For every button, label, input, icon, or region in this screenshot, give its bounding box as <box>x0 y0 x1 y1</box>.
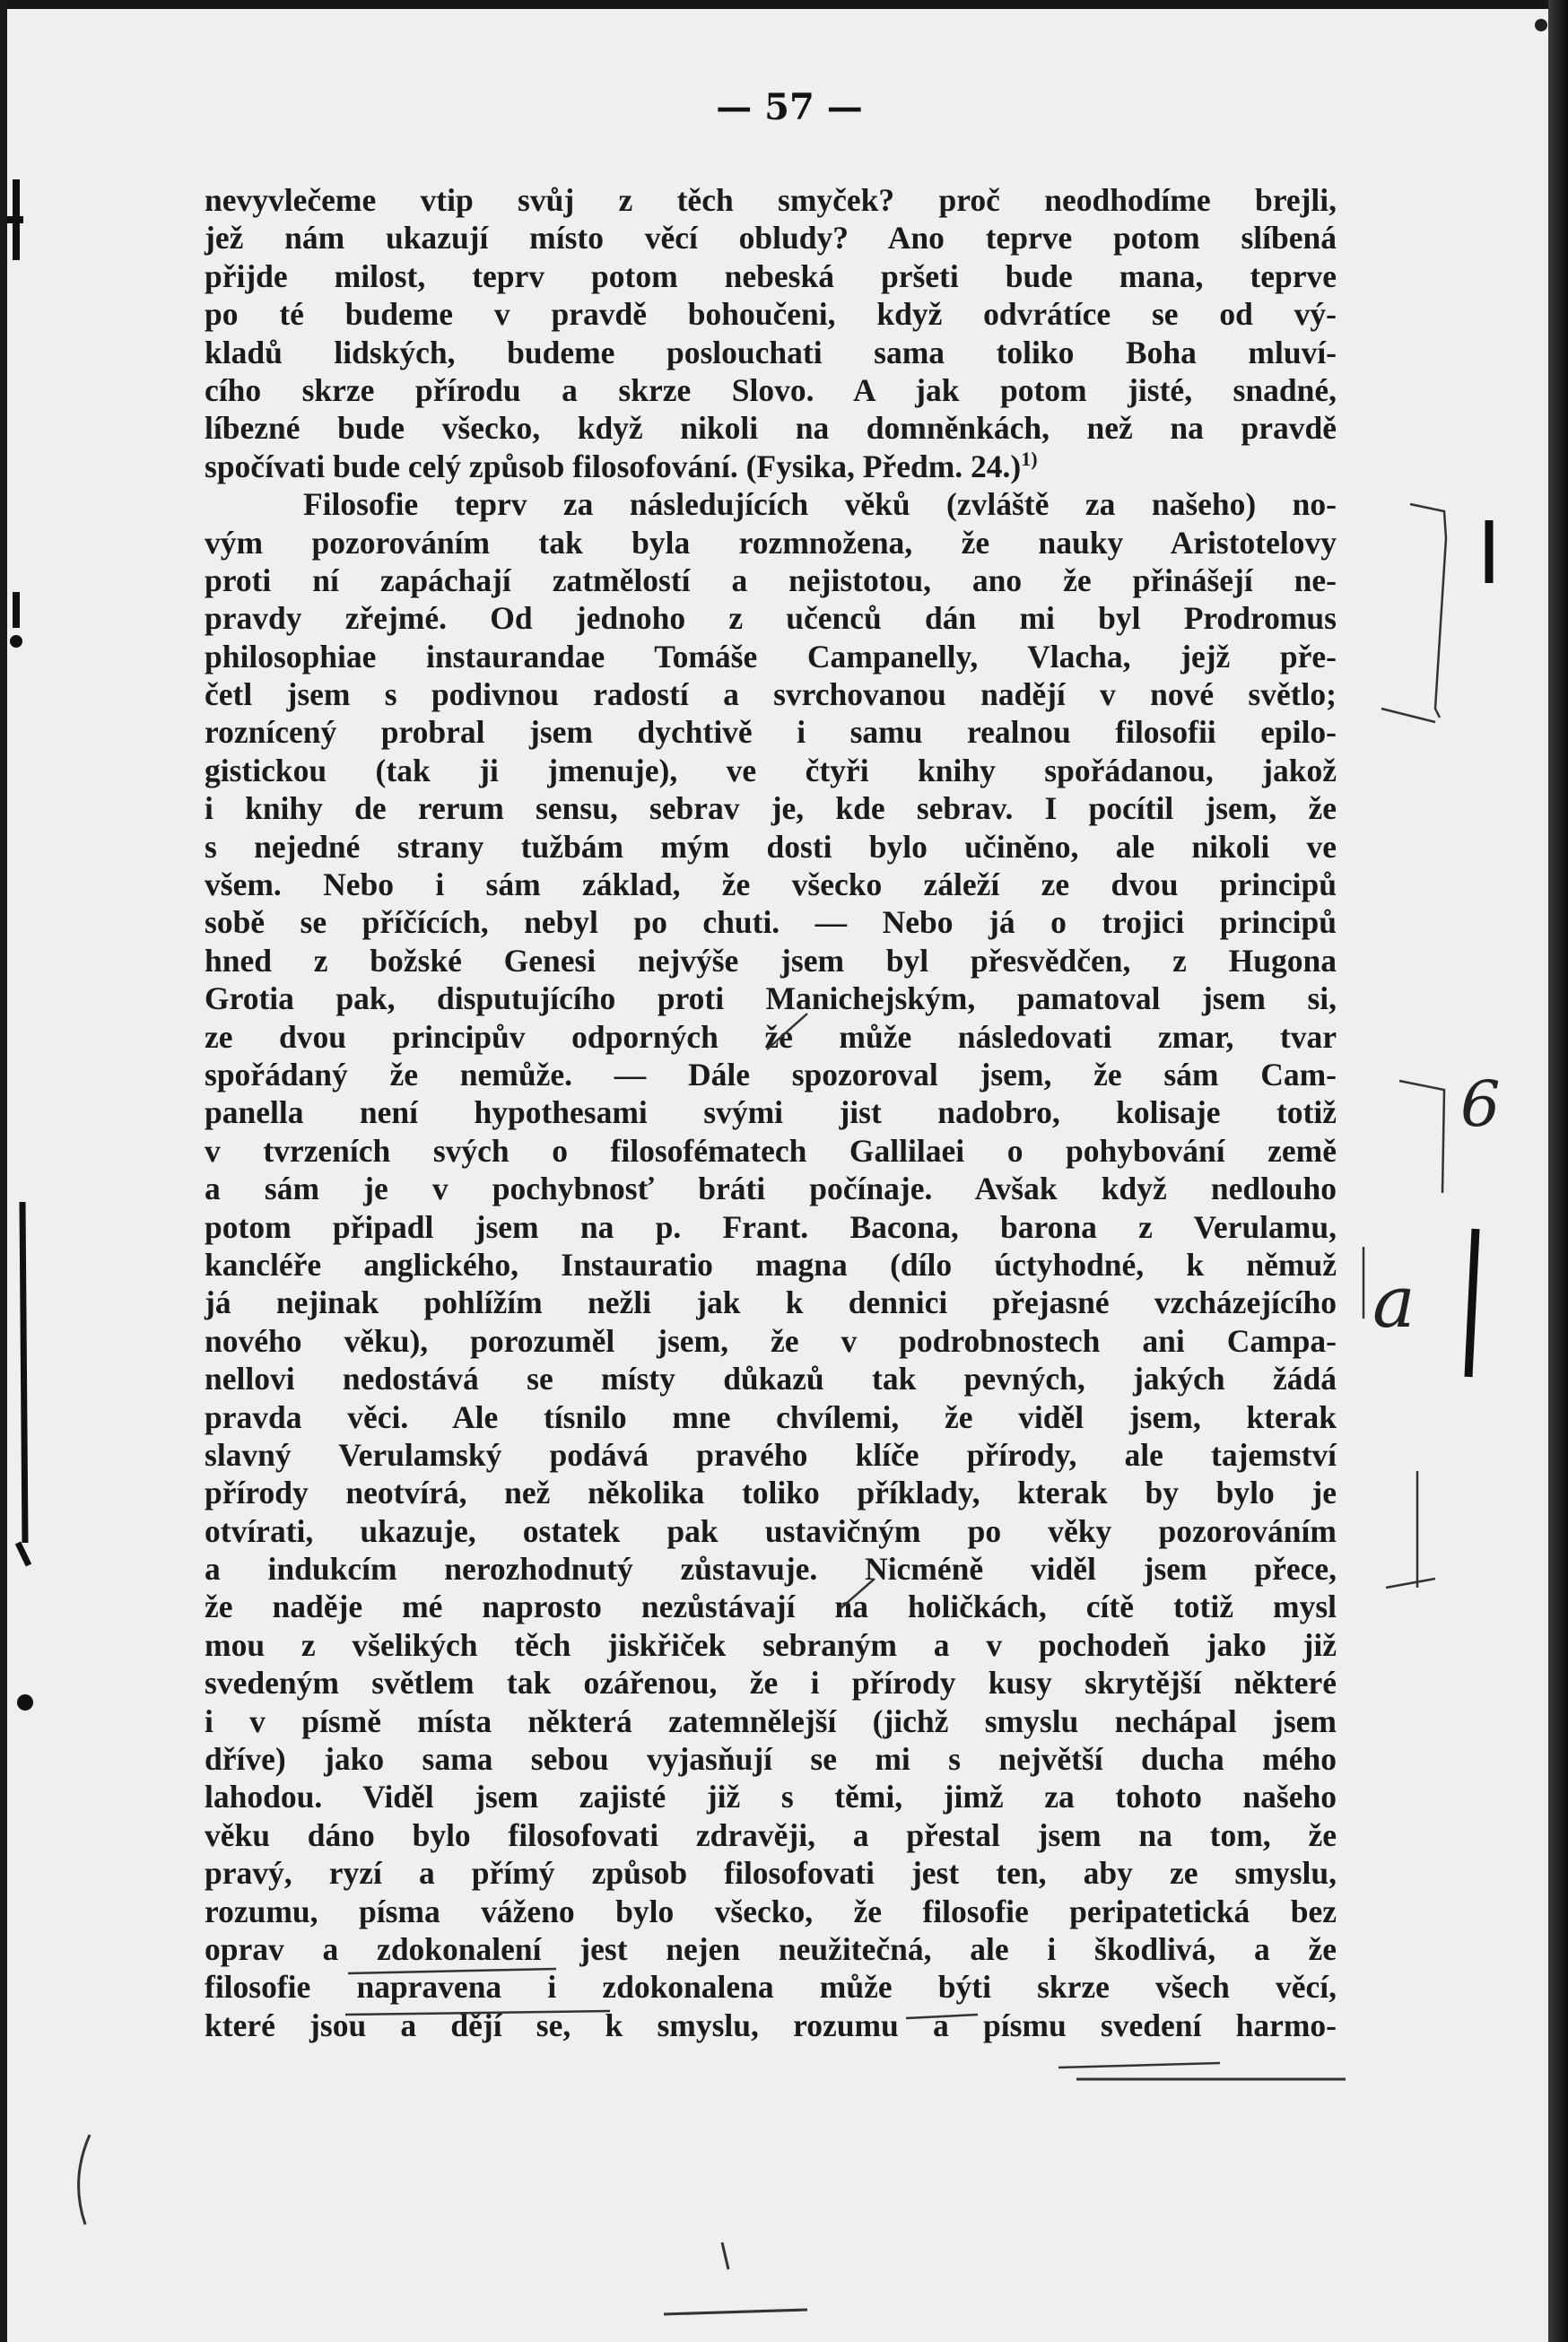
text-line: jež nám ukazují místo věcí obludy? Ano teprve potom slíbená <box>205 220 1337 257</box>
text-line: sobě se příčících, nebyl po chuti. — Nebo já o trojici principů <box>205 904 1337 941</box>
text-line: hned z božské Genesi nejvýše jsem byl přesvědčen, z Hugona <box>205 942 1337 979</box>
text-line: proti ní zapáchají zatmělostí a nejistotou, ano že přinášejí ne- <box>205 562 1337 598</box>
ink-dot-left-2 <box>17 1694 33 1711</box>
bar-right-mid <box>1468 1229 1476 1377</box>
bracket-left-bottom <box>79 2135 90 2224</box>
text-line: mou z všelikých těch jiskřiček sebraným a v pochodeň jako již <box>205 1626 1337 1663</box>
text-line: potom připadl jsem na p. Frant. Bacona, barona z Verulamu, <box>205 1208 1337 1245</box>
body-text <box>205 181 1337 2044</box>
text-line: kancléře anglického, Instauratio magna (dílo úctyhodné, k němuž <box>205 1246 1337 1283</box>
text-line: nellovi nedostává se místy důkazů tak pevných, jakých žádá <box>205 1361 1337 1397</box>
text-line: líbezné bude všecko, když nikoli na domněnkách, než na pravdě <box>205 410 1337 447</box>
text-line: v tvrzeních svých o filosofématech Gallilaei o pohybování země <box>205 1132 1337 1169</box>
text-line-with-footnote <box>205 448 1337 485</box>
text-line: rozumu, písma váženo bylo všecko, že filosofie peripatetická bez <box>205 1893 1337 1929</box>
text-line: svedeným světlem tak ozářenou, že i přírody kusy skrytější některé <box>205 1665 1337 1702</box>
text-line: philosophiae instaurandae Tomáše Campanelly, Vlacha, jejž pře- <box>205 638 1337 675</box>
scan-edge-right <box>1548 0 1568 2342</box>
text-line: Filosofie teprv za následujících věků (zvláště za našeho) no- <box>303 486 1337 523</box>
text-line: nevyvlečeme vtip svůj z těch smyček? proč neodhodíme brejli, <box>205 182 1337 218</box>
margin-note-a: a <box>1372 1260 1416 1344</box>
text-line: filosofie napravena i zdokonalena může býti skrze všech věcí, <box>205 1969 1337 2006</box>
text-line: které jsou a dějí se, k smyslu, rozumu a písmu svedení harmo- <box>205 2007 1337 2043</box>
text-line: nového věku), porozuměl jsem, že v podrobnostech ani Campa- <box>205 1322 1337 1359</box>
text-line: spočívati bude celý způsob filosofování. (Fysika, Předm. 24.) <box>205 448 1022 484</box>
text-line: věku dáno bylo filosofovati zdravěji, a přestal jsem na tom, že <box>205 1816 1337 1853</box>
text-line: otvírati, ukazuje, ostatek pak ustavičným po věky pozorováním <box>205 1512 1337 1549</box>
text-line: dříve) jako sama sebou vyjasňují se mi s největší ducha mého <box>205 1741 1337 1778</box>
text-line: i v písmě místa některá zatemnělejší (jichž smyslu nechápal jsem <box>205 1702 1337 1739</box>
bottom-line <box>664 2079 1346 2314</box>
text-line: gistickou (tak ji jmenuje), ve čtyři knihy spořádanou, jakož <box>205 752 1337 788</box>
text-line: kladů lidských, budeme poslouchati sama toliko Boha mluví- <box>205 334 1337 370</box>
margin-note-6: 6 <box>1460 1067 1501 1141</box>
text-line: i knihy de rerum sensu, sebrav je, kde sebrav. I pocítil jsem, že <box>205 790 1337 827</box>
text-line: přírody neotvírá, než několika toliko příklady, kterak by bylo je <box>205 1475 1337 1511</box>
text-line: pravý, ryzí a přímý způsob filosofovati jest ten, aby ze smyslu, <box>205 1855 1337 1892</box>
text-line: vým pozorováním tak byla rozmnožena, že nauky Aristotelovy <box>205 524 1337 561</box>
text-line: a indukcím nerozhodnutý zůstavuje. Nicméně viděl jsem přece, <box>205 1551 1337 1588</box>
text-line: Grotia pak, disputujícího proti Manichejským, pamatoval jsem si, <box>205 980 1337 1017</box>
scan-edge-left <box>0 0 7 2342</box>
text-line: a sám je v pochybnosť bráti počínaje. Avšak když nedlouho <box>205 1171 1337 1207</box>
bar-left-mid <box>18 1202 29 1565</box>
text-line: s nejedné strany tužbám mým dosti bylo učiněno, ale nikoli ve <box>205 828 1337 865</box>
footnote-mark: 1) <box>1021 447 1038 470</box>
ink-dot-top-right <box>1535 19 1547 31</box>
text-line: slavný Verulamský podává pravého klíče přírody, ale tajemství <box>205 1436 1337 1473</box>
text-line: oprav a zdokonalení jest nejen neužitečná, ale i škodlivá, a že <box>205 1930 1337 1967</box>
text-line: spořádaný že nemůže. — Dále spozoroval jsem, že sám Cam- <box>205 1056 1337 1093</box>
bar-left-top <box>7 179 23 628</box>
text-line: pravdy zřejmé. Od jednoho z učenců dán mi byl Prodromus <box>205 600 1337 637</box>
text-line: po té budeme v pravdě bohoučeni, když odvrátíce se od vý- <box>205 296 1337 333</box>
bracket-right-top <box>1381 504 1446 722</box>
text-line: cího skrze přírodu a skrze Slovo. A jak potom jisté, snadné, <box>205 371 1337 408</box>
text-line: že naděje mé naprosto nezůstávají na holičkách, cítě totiž mysl <box>205 1589 1337 1625</box>
text-line: já nejinak pohlížím nežli jak k dennici přejasné vzcházejícího <box>205 1284 1337 1321</box>
page-number: — 57 — <box>716 86 863 128</box>
text-line: četl jsem s podivnou radostí a svrchovanou nadějí v nové světlo; <box>205 676 1337 713</box>
text-line: přijde milost, teprv potom nebeská pršeti bude mana, teprve <box>205 257 1337 294</box>
text-line: pravda věci. Ale tísnilo mne chvílemi, že viděl jsem, kterak <box>205 1398 1337 1435</box>
scan-edge-top <box>0 0 1568 9</box>
text-line: lahodou. Viděl jsem zajisté již s těmi, jimž za tohoto našeho <box>205 1779 1337 1815</box>
text-line: ze dvou principův odporných že může následovati zmar, tvar <box>205 1018 1337 1055</box>
ink-dot-left-1 <box>10 635 22 648</box>
text-line: panella není hypothesami svými jist nadobro, kolisaje totiž <box>205 1094 1337 1131</box>
text-line: všem. Nebo i sám základ, že všecko záleží ze dvou principů <box>205 866 1337 903</box>
text-line: roznícený probral jsem dychtivě i samu realnou filosofii epilo- <box>205 714 1337 751</box>
